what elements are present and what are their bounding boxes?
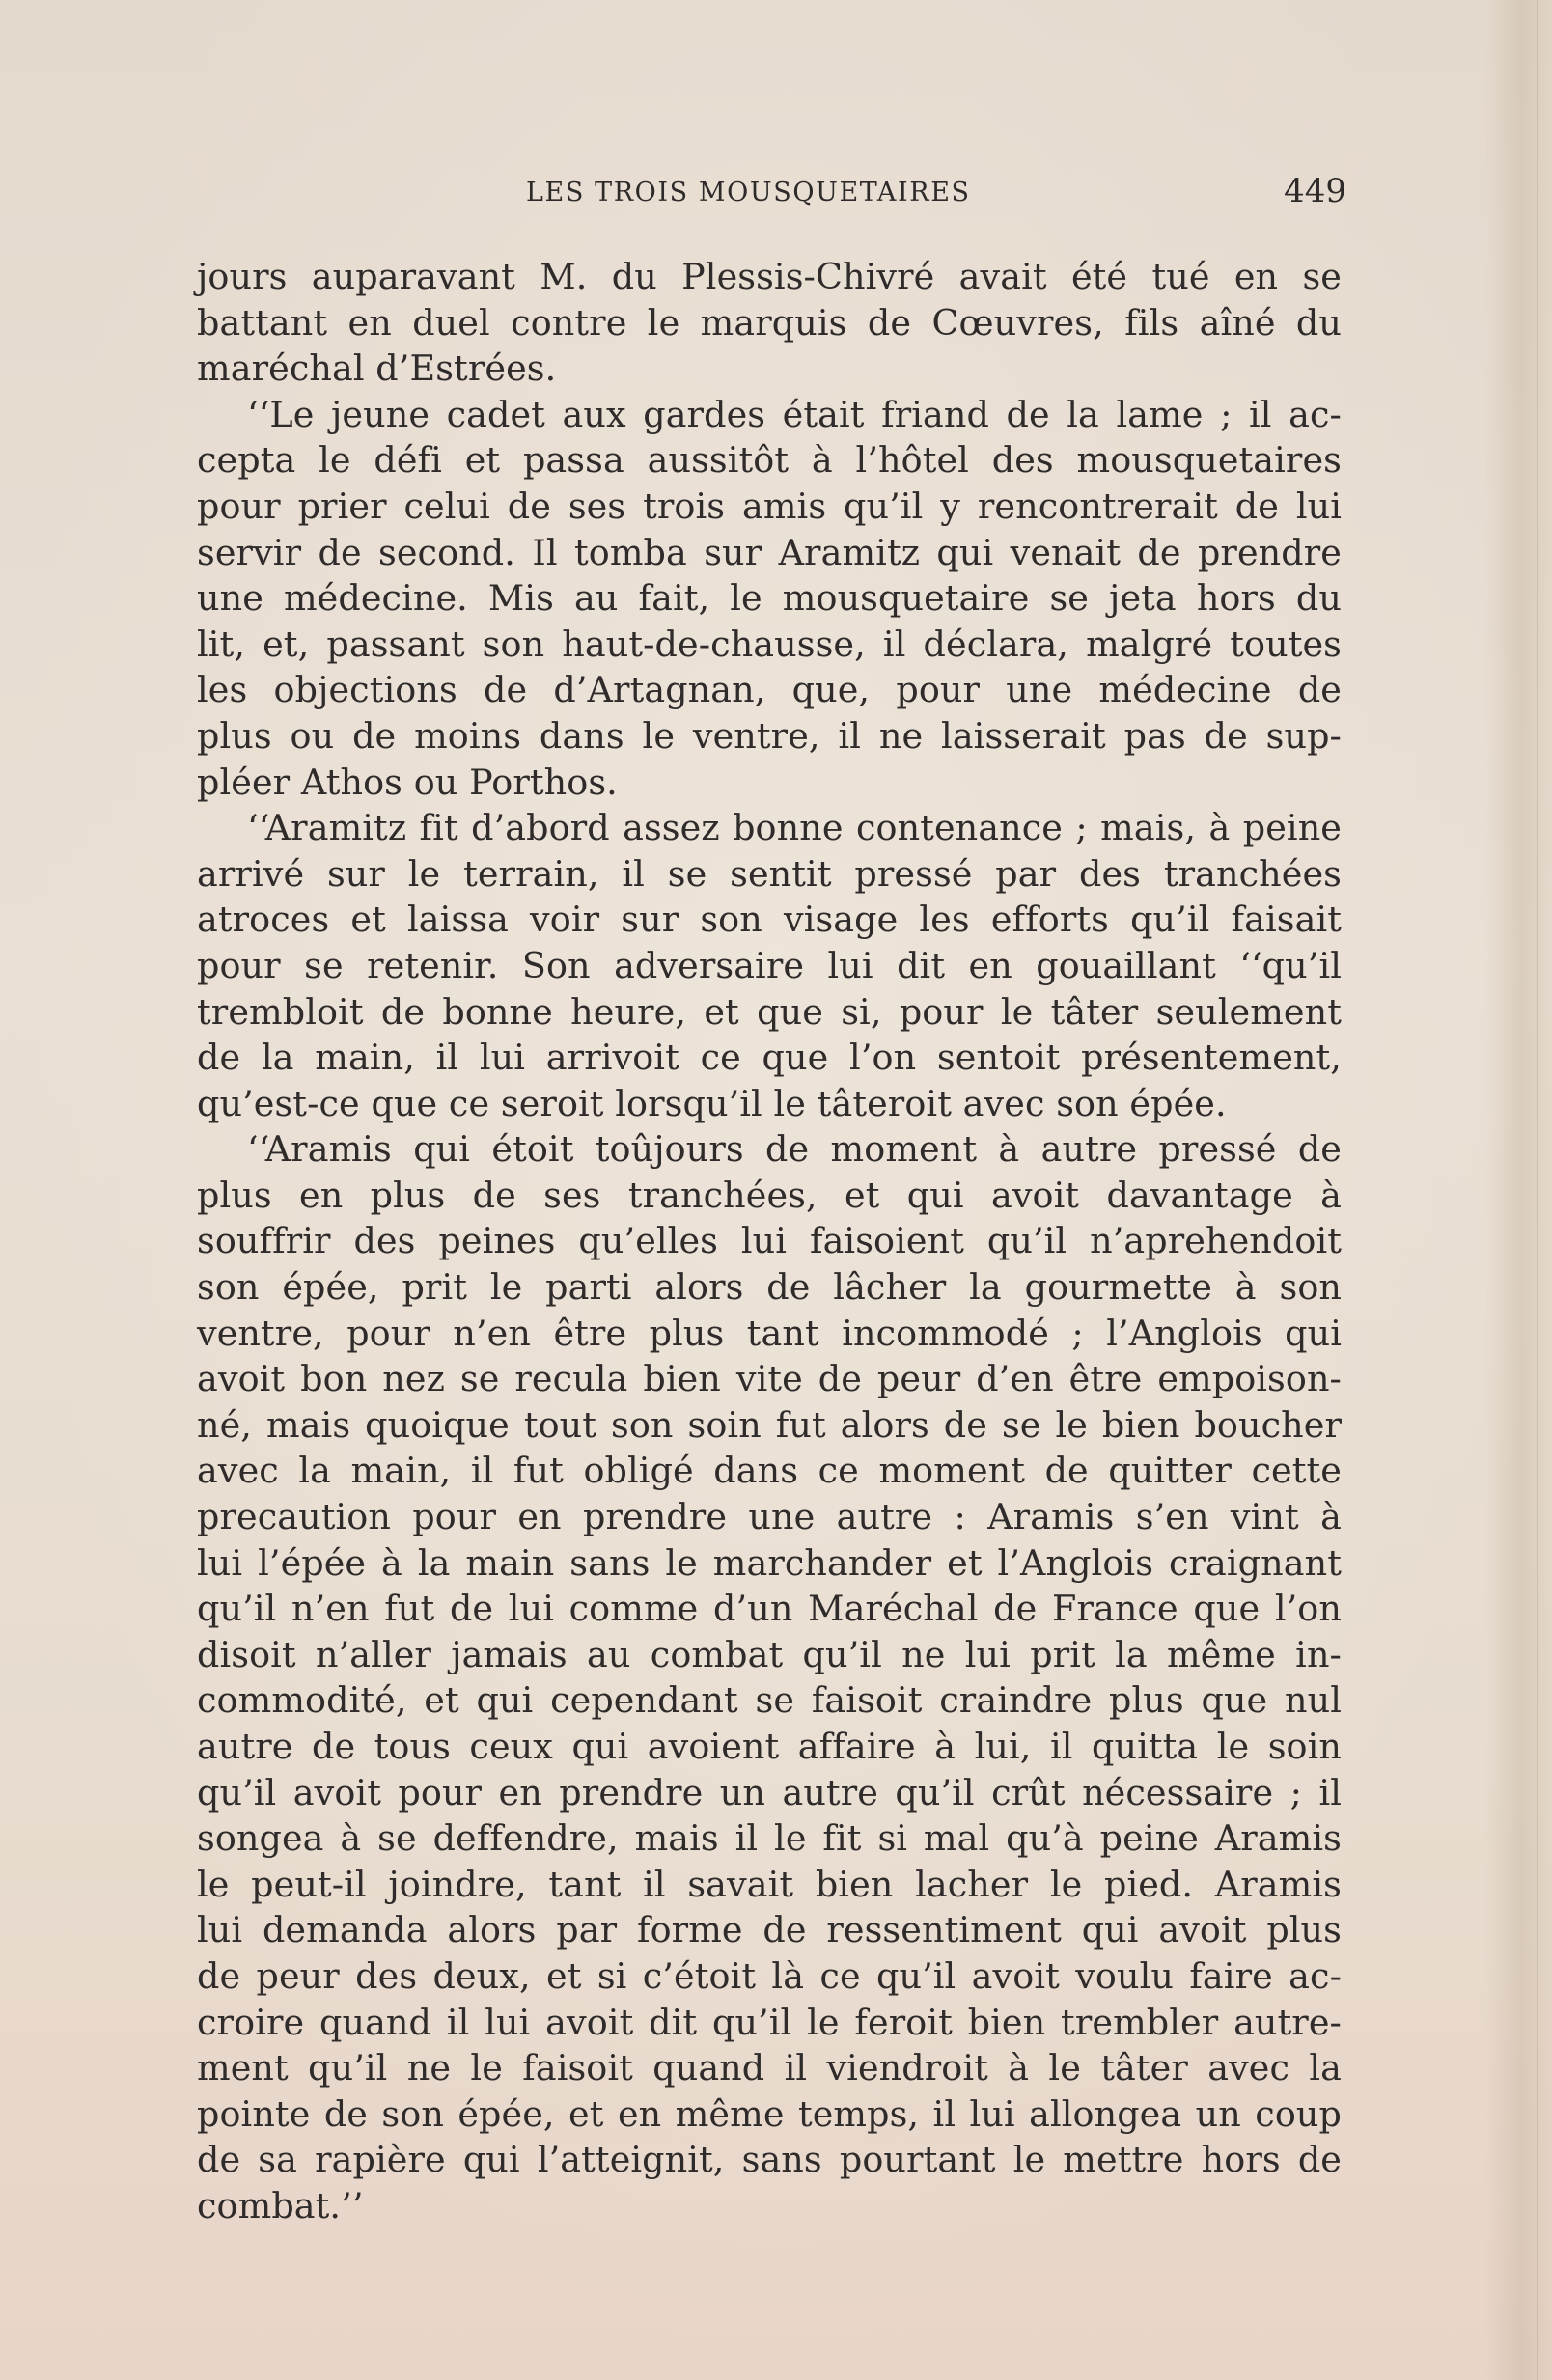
text-line: avec la main, il fut obligé dans ce moment de quitter cette [197,1450,1342,1492]
binding-shadow [1484,0,1552,2380]
text-line: pour se retenir. Son adversaire lui dit en gouaillant ‘‘qu’il [197,944,1342,986]
text-line: son épée, prit le parti alors de lâcher la gourmette à son [197,1266,1342,1309]
text-line: de peur des deux, et si c’étoit là ce qu’il avoit voulu faire ac- [197,1954,1342,1997]
text-line: maréchal d’Estrées. [197,347,557,390]
page-edge [1537,0,1538,2380]
text-line: plus en plus de ses tranchées, et qui avoit davantage à [197,1174,1342,1216]
text-line: precaution pour en prendre une autre : Aramis s’en vint à [197,1496,1342,1538]
page-header [198,172,1346,220]
text-line: disoit n’aller jamais au combat qu’il ne lui prit la même in- [197,1633,1342,1675]
text-line: atroces et laissa voir sur son visage les efforts qu’il faisait [197,899,1342,941]
text-line: le peut-il joindre, tant il savait bien lacher le pied. Aramis [197,1863,1342,1905]
text-line: ‘‘Aramitz fit d’abord assez bonne contenance ; mais, à peine [247,807,1342,849]
text-line: pléer Athos ou Porthos. [197,761,618,803]
text-line: lui demanda alors par forme de ressentiment qui avoit plus [197,1909,1342,1951]
text-line: lui l’épée à la main sans le marchander et l’Anglois craignant [197,1541,1342,1584]
text-line: songea à se deffendre, mais il le fit si mal qu’à peine Aramis [197,1817,1342,1860]
text-line: commodité, et qui cependant se faisoit craindre plus que nul [197,1679,1342,1722]
text-line: ment qu’il ne le faisoit quand il viendroit à le tâter avec la [197,2047,1342,2089]
text-line: plus ou de moins dans le ventre, il ne laisserait pas de sup- [197,714,1342,757]
text-line: pour prier celui de ses trois amis qu’il y rencontrerait de lui [197,484,1342,527]
text-line: avoit bon nez se recula bien vite de peur d’en être empoison- [197,1358,1342,1400]
text-line: trembloit de bonne heure, et que si, pour le tâter seulement [197,990,1342,1033]
text-line: ‘‘Le jeune cadet aux gardes était friand de la lame ; il ac- [247,393,1342,435]
text-line: ‘‘Aramis qui étoit toûjours de moment à autre pressé de [247,1128,1342,1171]
page-number: 449 [1284,172,1346,210]
text-line: une médecine. Mis au fait, le mousquetaire se jeta hors du [197,577,1342,620]
text-line: qu’est-ce que ce seroit lorsqu’il le tâteroit avec son épée. [197,1082,1227,1124]
body-text [197,254,1342,2229]
text-line: battant en duel contre le marquis de Cœuvres, fils aîné du [197,301,1342,344]
text-line: pointe de son épée, et en même temps, il lui allongea un coup [197,2092,1342,2135]
text-line: arrivé sur le terrain, il se sentit pressé par des tranchées [197,852,1342,895]
text-line: qu’il n’en fut de lui comme d’un Maréchal de France que l’on [197,1588,1342,1630]
text-line: croire quand il lui avoit dit qu’il le feroit bien trembler autre- [197,2001,1342,2043]
text-line: les objections de d’Artagnan, que, pour une médecine de [197,669,1342,711]
text-line: souffrir des peines qu’elles lui faisoient qu’il n’aprehendoit [197,1220,1342,1262]
text-line: jours auparavant M. du Plessis-Chivré avait été tué en se [197,256,1342,297]
text-line: servir de second. Il tomba sur Aramitz qui venait de prendre [197,531,1342,573]
text-line: de sa rapière qui l’atteignit, sans pourtant le mettre hors de [197,2139,1342,2181]
text-line: qu’il avoit pour en prendre un autre qu’il crût nécessaire ; il [197,1771,1342,1813]
text-line: cepta le défi et passa aussitôt à l’hôtel des mousquetaires [197,439,1342,482]
text-line: lit, et, passant son haut-de-chausse, il déclara, malgré toutes [197,623,1342,665]
running-title: LES TROIS MOUSQUETAIRES [526,178,971,208]
text-line: autre de tous ceux qui avoient affaire à lui, il quitta le soin [197,1726,1342,1767]
text-line: de la main, il lui arrivoit ce que l’on sentoit présentement, [197,1037,1342,1079]
text-line: combat.’’ [197,2184,364,2227]
text-line: ventre, pour n’en être plus tant incommodé ; l’Anglois qui [197,1312,1342,1354]
text-line: né, mais quoique tout son soin fut alors de se le bien boucher [197,1403,1342,1446]
